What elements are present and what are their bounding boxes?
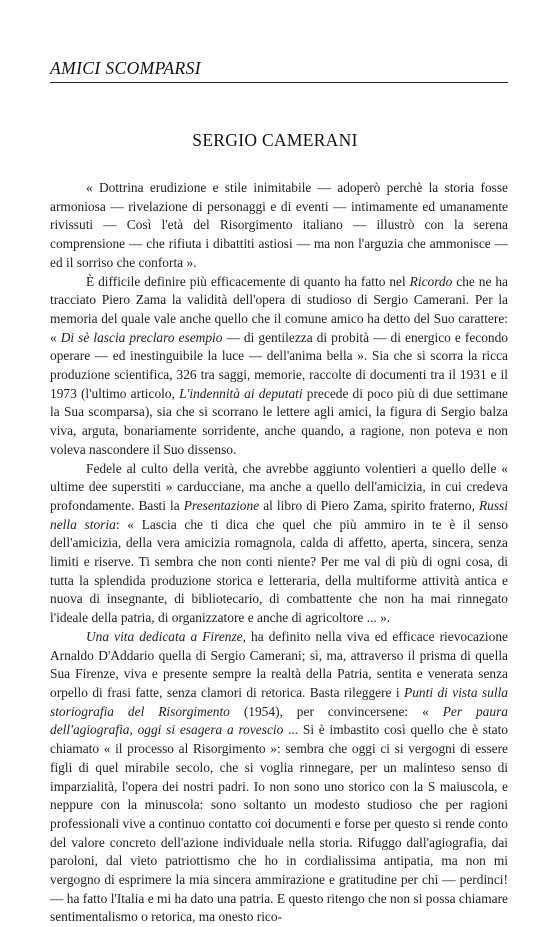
text-run: ... Si è imbastito così quello che è stato chiamato « il processo al Risorgimento »: sembra che oggi ci si vergogni di essere figli di quel mirabile secolo, che si voglia rinnegare, per un malinteso senso di imparzialità, l'opera dei nostri padri. Io non sono uno storico con la S maiuscola, e neppure con la minuscola: sono soltanto un modesto studioso che per ragioni professionali vive a continuo contatto coi documenti e forse per questo si rende conto del valore concreto dell'azione individuale nella storia. Rifuggo dall'agiografia, dai paroloni, dal vieto patriottismo che ho in cordialissima antipatia, ma non mi vergogno di esprimere la mia sincera ammirazione e gratitudine per chi — perdinci! — ha fatto l'Italia e mi ha dato una patria. E questo ritengo che non si possa chiamare sentimentalismo o retorica, ma onesto rico- (50, 722, 508, 925)
text-run: È difficile definire più efficacemente di quanto ha fatto nel (86, 273, 410, 289)
text-run: precede di poco più di due settimane la Sua scomparsa), sia che si scorrano le lettere agli amici, la figura di Sergio balza viva, arguta, bonariamente sorridente, anche quando, a ragione, non poteva e non voleva nascondere il Suo dissenso. (50, 385, 508, 457)
italic-text-run: Una vita dedicata a Firenze (86, 628, 243, 644)
text-run: al libro di Piero Zama, spirito fraterno, (259, 497, 479, 513)
paragraph-2 (50, 273, 508, 460)
paragraph-1 (50, 179, 508, 273)
article-body (50, 179, 508, 927)
section-title: AMICI SCOMPARSI (50, 58, 201, 78)
paragraph-3 (50, 460, 508, 628)
italic-text-run: Russi nella storia (50, 497, 508, 532)
text-run: — di gentilezza di probità — di energico e fecondo operare — ed inestinguibile la luce — dell'anima bella ». Sia che si scorra la ricca produzione scientifica, 326 tra saggi, memorie, raccolte di documenti tra il 1931 e il 1973 (l'ultimo articolo, (50, 329, 509, 401)
text-run: , ha definito nella viva ed efficace rievocazione Arnaldo D'Addario quella di Sergio Camerani; sì, ma, attraverso il prisma di quella Sua Firenze, viva e presente sempre la realtà della Patria, sentita e venerata senza orpello di frasi fatte, senza clamori di retorica. Basta rileggere i (50, 628, 508, 700)
text-run: che ne ha tracciato Piero Zama la validità dell'opera di studioso di Sergio Camerani. Per la memoria del quale vale anche quello che il comune amico ha detto del Suo carattere: « (50, 273, 508, 345)
article-title: SERGIO CAMERANI (192, 130, 358, 150)
text-run: « Dottrina erudizione e stile inimitabile — adoperò perchè la storia fosse armoniosa — rivelazione di personaggi e di eventi — intimamente ed umanamente rivissuti — Così l'età del Risorgimento italiano — illustrò con la serena comprensione — che rifiuta i dibattiti astiosi — ma non l'arguzia che ammonisce — ed il sorriso che conforta ». (50, 180, 508, 270)
italic-text-run: Ricordo (409, 273, 453, 289)
italic-text-run: Per paura dell'agiografia, oggi si esagera a rovescio (50, 703, 508, 738)
text-run: Fedele al culto della verità, che avrebbe aggiunto volentieri a quello delle « ultime dee superstiti » carducciane, ma anche a quello dell'amicizia, in cui credeva profondamente. Basti la (50, 460, 508, 513)
paragraph-4 (50, 628, 508, 927)
section-title-underline (50, 82, 508, 83)
text-run: : « Lascia che ti dica che quel che più ammiro in te è il senso dell'amicizia, della vera amicizia romagnola, calda di affetto, aperta, sincera, senza limiti e riserve. Ti sembra che non conti niente? Per me val di più di ogni cosa, di tutta la splendida produzione storica e letteraria, della multiforme attività antica e nuova di insegnante, di bibliotecario, di combattente che non ha mai rinnegato l'ideale della patria, di organizzatore e anche di agricoltore ... ». (50, 516, 508, 626)
italic-text-run: Punti di vista sulla storiografia del Risorgimento (50, 684, 508, 719)
italic-text-run: Presentazione (183, 497, 260, 513)
italic-text-run: Di sè lascia preclaro esempio (60, 329, 223, 345)
italic-text-run: L'indennità ai deputati (179, 385, 303, 401)
text-run: (1954), per convincersene: « (229, 703, 443, 719)
